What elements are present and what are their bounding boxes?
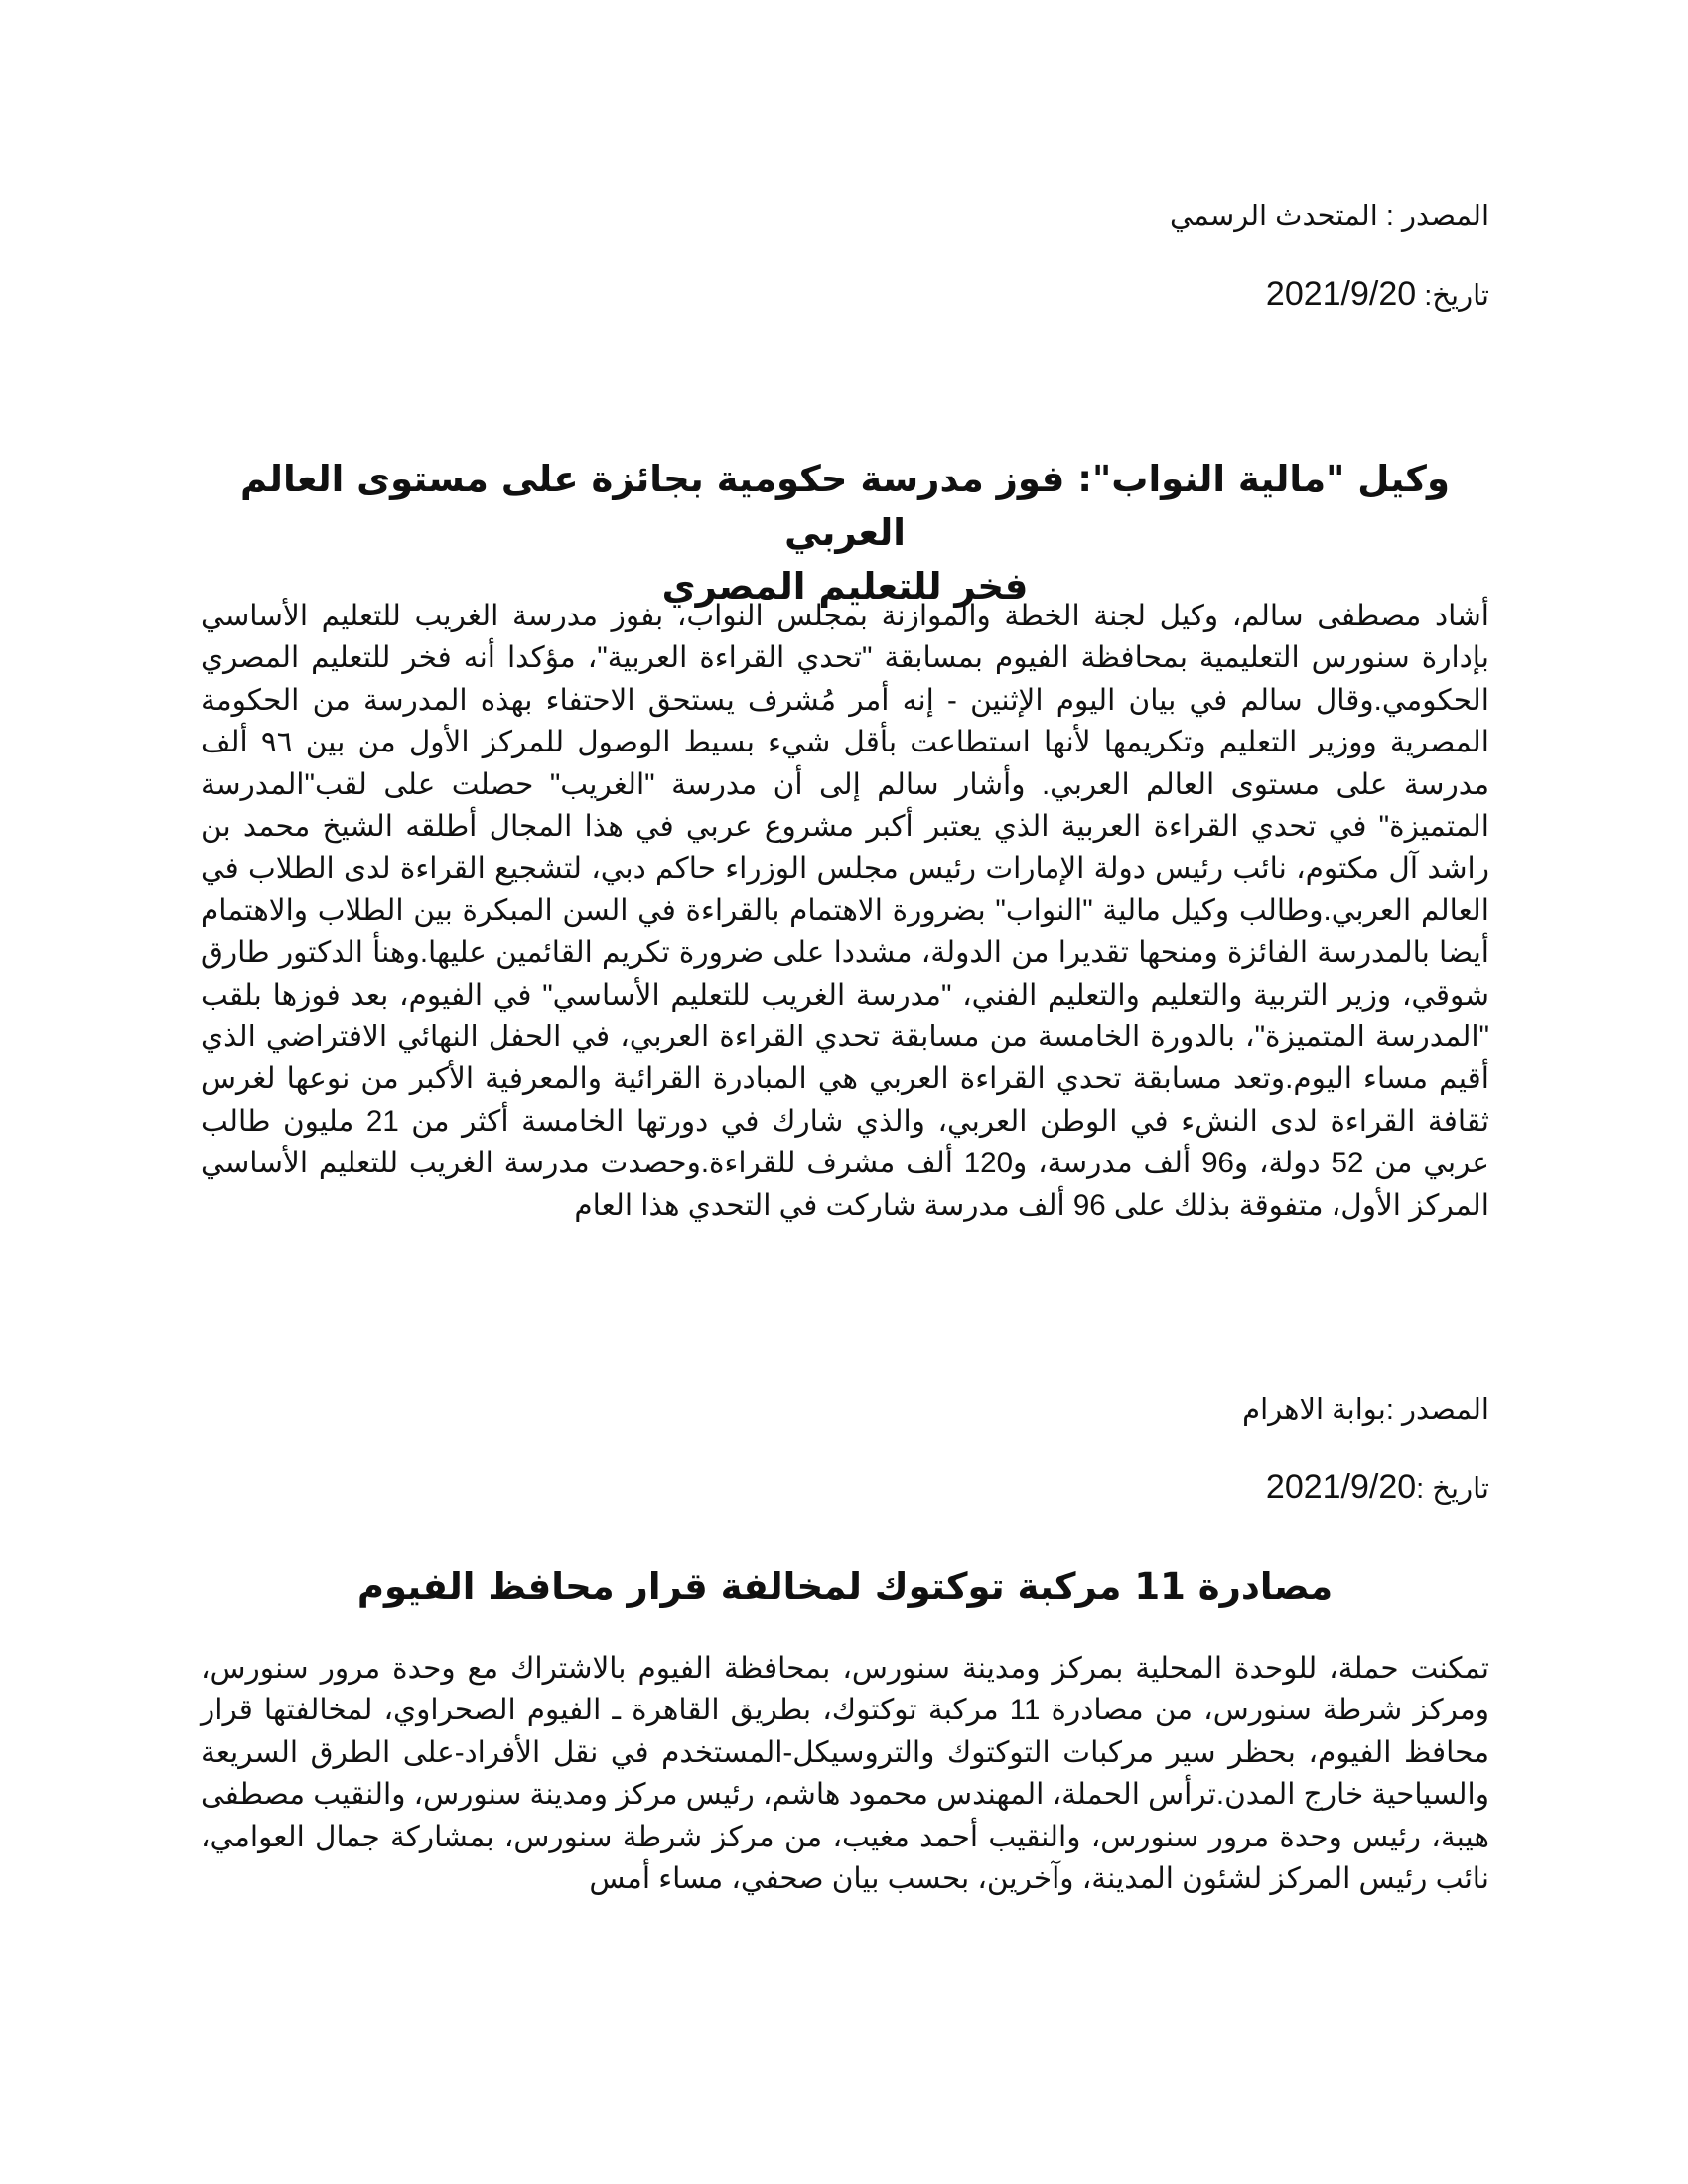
- article1-title-line1: وكيل "مالية النواب": فوز مدرسة حكومية بجائزة على مستوى العالم العربي: [240, 458, 1450, 554]
- article2-date: [201, 1467, 1489, 1509]
- article1-source-text: المصدر : المتحدث الرسمي: [1169, 201, 1489, 232]
- article2-title-text: مصادرة 11 مركبة توكتوك لمخالفة قرار محافظ الفيوم: [356, 1566, 1334, 1608]
- article1-source: [201, 197, 1489, 236]
- article1-date-value: 2021/9/20: [1265, 275, 1417, 313]
- article1-title-line2: فخر للتعليم المصري: [661, 565, 1029, 608]
- article2-source: [201, 1390, 1489, 1430]
- article2-title: [201, 1561, 1489, 1614]
- article1-date: [201, 274, 1489, 316]
- article1-date-label: تاريخ:: [1416, 280, 1489, 312]
- article2-source-text: المصدر :بوابة الاهرام: [1242, 1394, 1489, 1426]
- article2-body: [201, 1648, 1489, 1900]
- article2-date-value: 2021/9/20: [1265, 1468, 1417, 1506]
- article1-title: [201, 453, 1489, 614]
- article1-body: [201, 596, 1489, 1227]
- article2-date-label: تاريخ :: [1416, 1473, 1489, 1505]
- article2-body-text: تمكنت حملة، للوحدة المحلية بمركز ومدينة سنورس، بمحافظة الفيوم بالاشتراك مع وحدة مرور سنورس، ومركز شرطة سنورس، من مصادرة 11 مركبة توكتوك، بطريق القاهرة ـ الفيوم الصحراوي، لمخالفتها قرار محافظ الفيوم، بحظر سير مركبات التوكتوك والتروسيكل-المستخدم في نقل الأفراد-على الطرق السريعة والسياحية خارج المدن.ترأس الحملة، المهندس محمود هاشم، رئيس مركز ومدينة سنورس، والنقيب مصطفى هيبة، رئيس وحدة مرور سنورس، والنقيب أحمد مغيب، من مركز شرطة سنورس، بمشاركة جمال العوامي، نائب رئيس المركز لشئون المدينة، وآخرين، بحسب بيان صحفي، مساء أمس: [201, 1652, 1489, 1896]
- article1-body-text: أشاد مصطفى سالم، وكيل لجنة الخطة والموازنة بمجلس النواب، بفوز مدرسة الغريب للتعليم الأساسي بإدارة سنورس التعليمية بمحافظة الفيوم بمسابقة "تحدي القراءة العربية"، مؤكدا أنه فخر للتعليم المصري الحكومي.وقال سالم في بيان اليوم الإثنين - إنه أمر مُشرف يستحق الاحتفاء بهذه المدرسة من الحكومة المصرية ووزير التعليم وتكريمها لأنها استطاعت بأقل شيء بسيط الوصول للمركز الأول من بين ٩٦ ألف مدرسة على مستوى العالم العربي. وأشار سالم إلى أن مدرسة "الغريب" حصلت على لقب"المدرسة المتميزة" في تحدي القراءة العربية الذي يعتبر أكبر مشروع عربي في هذا المجال أطلقه الشيخ محمد بن راشد آل مكتوم، نائب رئيس دولة الإمارات رئيس مجلس الوزراء حاكم دبي، لتشجيع القراءة لدى الطلاب في العالم العربي.وطالب وكيل مالية "النواب" بضرورة الاهتمام بالقراءة في السن المبكرة بين الطلاب والاهتمام أيضا بالمدرسة الفائزة ومنحها تقديرا من الدولة، مشددا على ضرورة تكريم القائمين عليها.وهنأ الدكتور طارق شوقي، وزير التربية والتعليم والتعليم الفني، "مدرسة الغريب للتعليم الأساسي" في الفيوم، بعد فوزها بلقب "المدرسة المتميزة"، بالدورة الخامسة من مسابقة تحدي القراءة العربي، في الحفل النهائي الافتراضي الذي أقيم مساء اليوم.وتعد مسابقة تحدي القراءة العربي هي المبادرة القرائية والمعرفية الأكبر من نوعها لغرس ثقافة القراءة لدى النشء في الوطن العربي، والذي شارك في دورتها الخامسة أكثر من 21 مليون طالب عربي من 52 دولة، و96 ألف مدرسة، و120 ألف مشرف للقراءة.وحصدت مدرسة الغريب للتعليم الأساسي المركز الأول، متفوقة بذلك على 96 ألف مدرسة شاركت في التحدي هذا العام: [201, 600, 1489, 1222]
